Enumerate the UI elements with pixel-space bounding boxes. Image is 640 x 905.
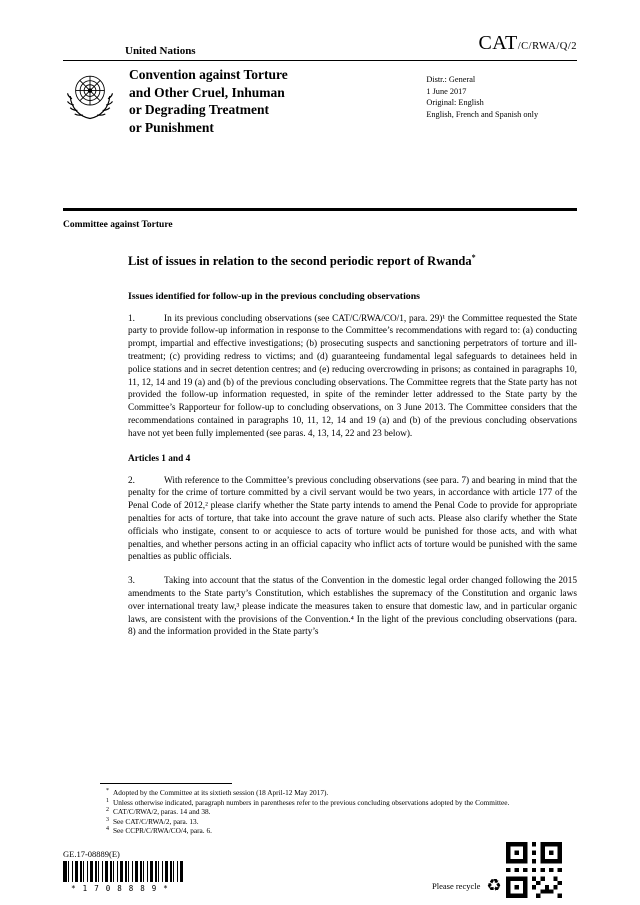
committee-name: Committee against Torture	[63, 220, 173, 230]
footnote-text: CAT/C/RWA/2, paras. 14 and 38.	[113, 807, 211, 817]
footnote	[100, 826, 562, 836]
section-heading-articles: Articles 1 and 4	[128, 453, 191, 464]
header-rule	[63, 208, 577, 211]
footnote	[100, 798, 562, 808]
footnote-text: See CAT/C/RWA/2, para. 13.	[113, 816, 199, 826]
title-footnote-marker: *	[471, 253, 476, 262]
paragraph-2	[128, 475, 577, 565]
footnote-separator	[100, 783, 232, 784]
document-date: 1 June 2017	[426, 86, 467, 96]
original-language: Original: English	[426, 98, 484, 107]
barcode-bars	[63, 861, 183, 882]
footnote	[100, 807, 562, 817]
document-header	[63, 33, 577, 61]
distribution-type: Distr.: General	[426, 75, 476, 84]
paragraph-number: 1.	[128, 313, 135, 324]
page-title-text: List of issues in relation to the second periodic report of Rwanda	[128, 254, 472, 269]
paragraph-text: Taking into account that the status of the Convention in the domestic legal order changed following the 2015 amendments to the State party’s Constitution, which establishes the supremacy of the Constitution and organic laws over international treaty law,³ please indicate the measures taken to ensure that domestic law, and in particular organic laws, are consistent with the provisions of the Convention.⁴ In the light of the previous concluding observations (para. 8) and the information provided in the State party’s	[128, 576, 577, 638]
barcode	[63, 861, 183, 893]
available-languages: English, French and Spanish only	[426, 109, 539, 119]
document-body	[128, 250, 577, 639]
convention-title-line: or Punishment	[129, 119, 214, 135]
paragraph-text: With reference to the Committee’s previous concluding observations (see para. 7) and bearing in mind that the penalty for the crime of torture committed by a civil servant would be two years, in accordance with article 177 of the Penal Code of 2012,² please clarify whether the State party intends to amend the Penal Code to provide for appropriate penalties for acts of torture, that take into account the grave nature of such acts. Please also clarify whether the State officials who instigate, consent to or acquiesce to acts of torture would be punished for those acts, and with what penalties, and whether persons acting in an official capacity who inflict acts of torture would be punished with the same penalties as public officials.	[128, 475, 577, 563]
distribution-info	[426, 66, 577, 136]
org-name: United Nations	[125, 45, 196, 57]
convention-title	[129, 66, 426, 136]
recycle-notice	[432, 877, 502, 894]
footnote-area	[100, 783, 562, 836]
footnote-text: Adopted by the Committee at its sixtieth session (18 April-12 May 2017).	[113, 788, 329, 797]
footnote-marker: 2	[106, 807, 109, 814]
recycle-icon: ♻	[486, 876, 502, 895]
paragraph-number: 3.	[128, 576, 135, 587]
page-title	[128, 250, 518, 270]
ge-number: GE.17-08889(E)	[63, 849, 120, 859]
convention-title-line: or Degrading Treatment	[129, 102, 269, 117]
footnote-marker: *	[106, 788, 109, 794]
convention-title-line: Convention against Torture	[129, 67, 288, 82]
section-heading-followup: Issues identified for follow-up in the previous concluding observations	[128, 290, 420, 302]
convention-title-line: and Other Cruel, Inhuman	[129, 84, 285, 100]
document-symbol-suffix: /C/RWA/Q/2	[517, 41, 577, 52]
qr-code	[506, 842, 562, 898]
paragraph-number: 2.	[128, 475, 135, 486]
footnote-text: See CCPR/C/RWA/CO/4, para. 6.	[113, 826, 212, 836]
recycle-label: Please recycle	[432, 880, 481, 891]
paragraph-3	[128, 575, 577, 639]
document-symbol	[478, 33, 577, 57]
document-symbol-prefix: CAT	[478, 32, 518, 54]
paragraph-text: In its previous concluding observations (see CAT/C/RWA/CO/1, para. 29)¹ the Committee requested the State party to provide follow-up information in response to the Committee’s recommendations with regard to: (a) conducting prompt, impartial and effective investigations; (b) prosecuting suspects and sanctioning perpetrators of torture and ill-treatment; (c) providing redress to victims; and (d) guaranteeing fundamental legal safeguards to detainees held in police stations and in secret detention centres; and (e) reducing overcrowding in prisons; as contained in paragraphs 10, 11, 12, 14 and 19 (a) and (b) of the previous concluding observations. The Committee regrets that the State party has not provided the follow-up information requested, in spite of the reminder letter addressed to the State party by the Committee’s Rapporteur for follow-up to concluding observations, on 3 June 2013. The Committee considers that the recommendations contained in paragraphs 10, 11, 12, 14 and 19 (a) and (b) of the previous concluding observations have not yet been fully implemented (see paras. 4, 13, 14, 22 and 23 below).	[128, 313, 577, 439]
footnote-marker: 3	[106, 816, 109, 823]
footnote-marker: 4	[106, 826, 109, 833]
footnote-text: Unless otherwise indicated, paragraph numbers in parentheses refer to the previous concluding observations adopted by the Committee.	[113, 797, 510, 807]
un-emblem-icon	[63, 68, 117, 124]
footnote-marker: 1	[106, 797, 109, 804]
masthead	[63, 66, 577, 136]
footnote	[100, 817, 562, 827]
paragraph-1	[128, 313, 577, 441]
footnote	[100, 788, 562, 798]
barcode-text: *1708889*	[71, 884, 175, 893]
